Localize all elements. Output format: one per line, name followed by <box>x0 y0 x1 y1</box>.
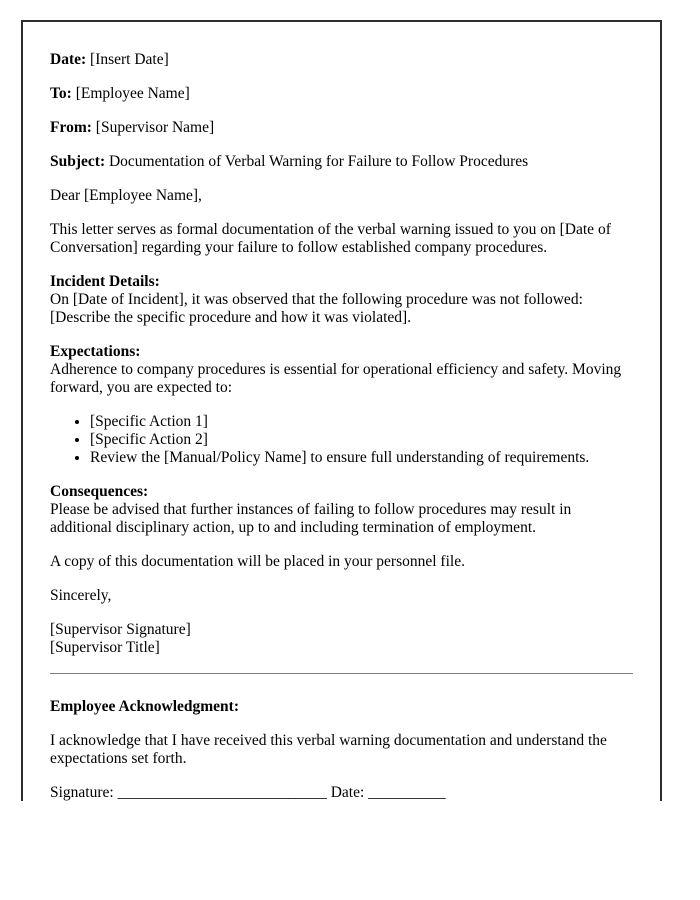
from-field <box>50 119 633 137</box>
list-item: • [Specific Action 2] <box>90 431 633 449</box>
list-item: • [Specific Action 1] <box>90 413 633 431</box>
consequences-body: Please be advised that further instances of failing to follow procedures may result in additional disciplinary action, up to and including termination of employment. <box>50 501 572 536</box>
incident-heading: Incident Details: <box>50 273 160 290</box>
date-field <box>50 51 633 69</box>
closing: Sincerely, <box>50 587 112 604</box>
subject-label: Subject: <box>50 153 106 170</box>
subject-value: Documentation of Verbal Warning for Failure to Follow Procedures <box>108 153 529 170</box>
signature-label: Signature: <box>50 784 114 801</box>
supervisor-title-line: [Supervisor Title] <box>50 639 160 656</box>
to-label: To: <box>50 85 72 102</box>
consequences-heading: Consequences: <box>50 483 149 500</box>
incident-body: On [Date of Incident], it was observed that the following procedure was not followed: [Describe the specific procedure and how it was violated]. <box>50 291 583 326</box>
date-blank-line: __________ <box>368 784 446 801</box>
date-value: [Insert Date] <box>90 51 169 68</box>
consequences-section <box>50 483 633 537</box>
salutation: Dear [Employee Name], <box>50 187 202 204</box>
date-label: Date: <box>50 51 87 68</box>
expectations-heading: Expectations: <box>50 343 141 360</box>
expectations-body: Adherence to company procedures is essential for operational efficiency and safety. Moving forward, you are expected to: <box>50 361 622 396</box>
acknowledgment-body: I acknowledge that I have received this verbal warning documentation and understand the expectations set forth. <box>50 732 607 767</box>
supervisor-signature-line: [Supervisor Signature] <box>50 621 191 638</box>
subject-field <box>50 153 633 171</box>
intro-paragraph: This letter serves as formal documentation of the verbal warning issued to you on [Date of Conversation] regarding your failure to follow established company procedures. <box>50 221 611 256</box>
from-value: [Supervisor Name] <box>95 119 215 136</box>
personnel-note: A copy of this documentation will be placed in your personnel file. <box>50 553 465 570</box>
expectations-list <box>50 413 633 467</box>
to-value: [Employee Name] <box>75 85 190 102</box>
acknowledgment-signature-row <box>50 784 633 802</box>
from-label: From: <box>50 119 92 136</box>
signature-blank-line: ___________________________ <box>117 784 327 801</box>
signature-block <box>50 621 633 657</box>
expectations-section <box>50 343 633 397</box>
date-label: Date: <box>330 784 365 801</box>
letter-page-frame <box>21 20 662 801</box>
list-item: • Review the [Manual/Policy Name] to ensure full understanding of requirements. <box>90 449 633 467</box>
divider <box>50 673 633 674</box>
acknowledgment-heading: Employee Acknowledgment: <box>50 698 240 715</box>
to-field <box>50 85 633 103</box>
incident-section <box>50 273 633 327</box>
